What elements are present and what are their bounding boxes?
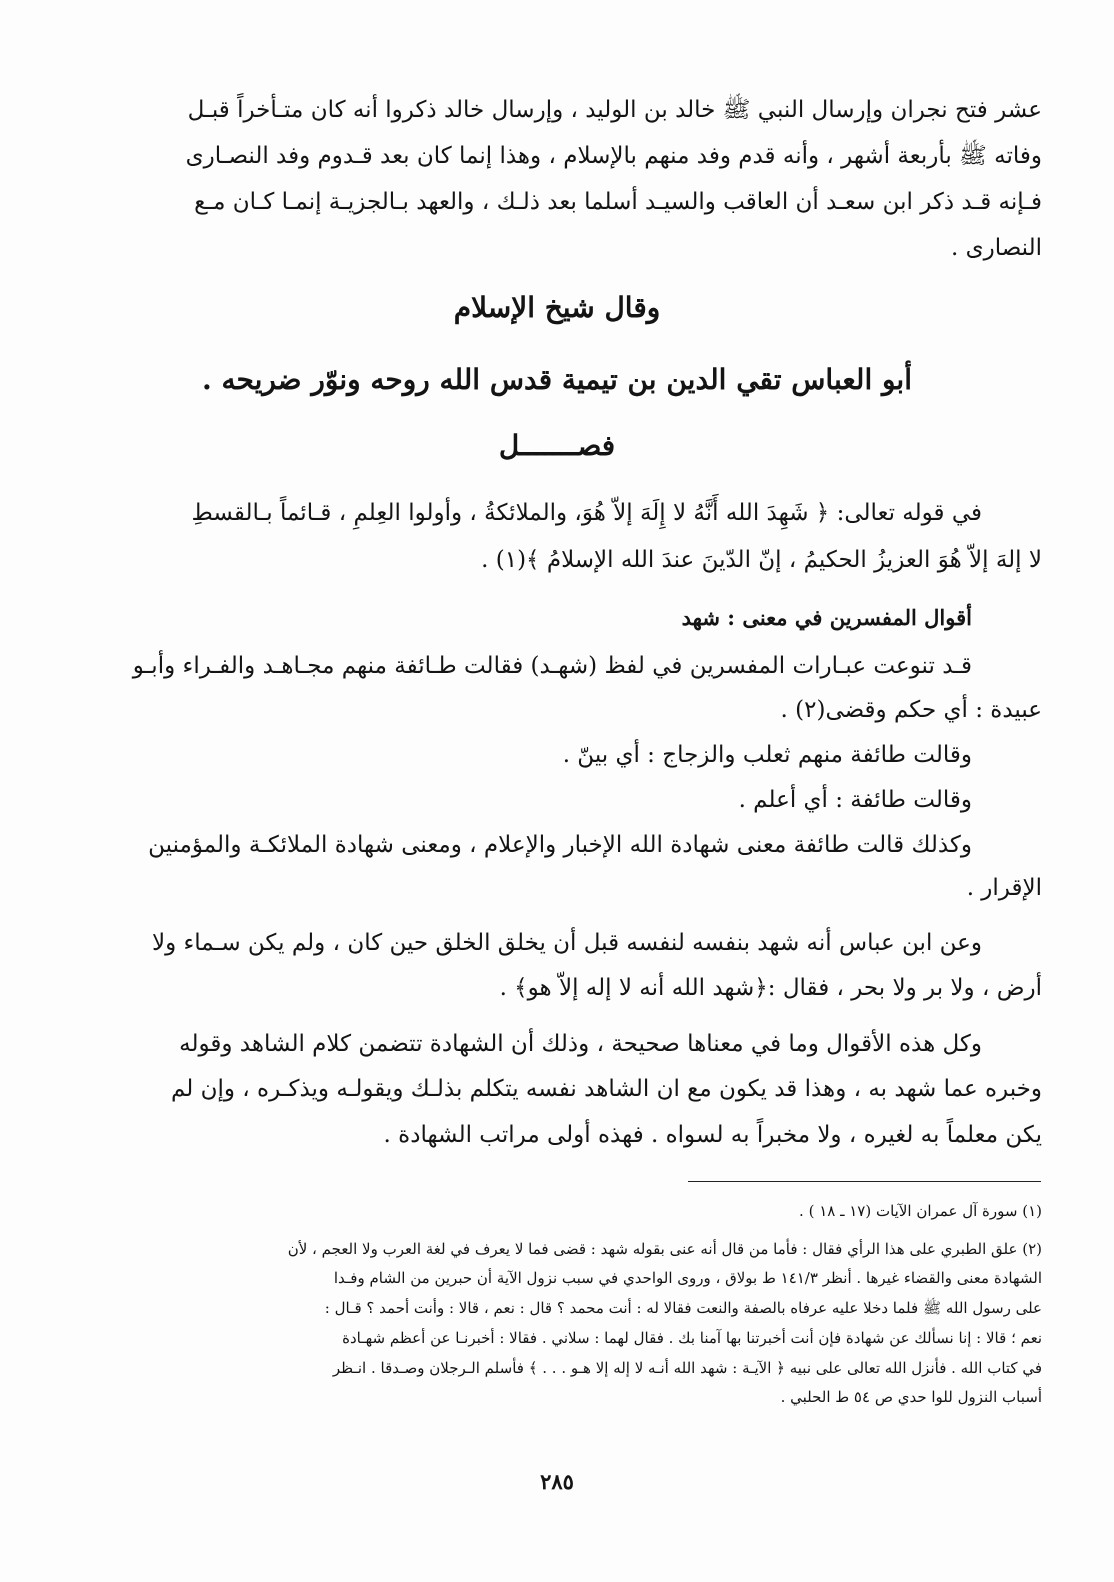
footnote-line: (١) سورة آل عمران الآيات (١٧ ـ ١٨ ) .	[799, 1202, 1042, 1220]
footnote-line: الشهادة معنى والقضاء غيرها . أنظر ١٤١/٣ ط بولاق ، وروى الواحدي في سبب نزول الآية أن حبرين من الشام وفـدا	[333, 1269, 1042, 1287]
body-line: وكل هذه الأقوال وما في معناها صحيحة ، وذلك أن الشهادة تتضمن كلام الشاهد وقوله	[179, 1031, 982, 1057]
footnote-line: في كتاب الله . فأنزل الله تعالى على نبيه ﴿ الآيـة : شهد الله أنـه لا إله إلا هـو . . . ﴾ فأسلم الـرجلان وصـدقا . انـظر	[332, 1359, 1042, 1377]
body-line: فـإنه قـد ذكر ابن سعـد أن العاقب والسيـد أسلما بعد ذلـك ، والعهد بـالجزيـة إنمـا كـان مـع	[194, 189, 1042, 215]
verse-line: في قوله تعالى: ﴿ شَهِدَ الله أَنَّهُ لا إِلَهَ إلاّ هُوَ، والملائكةُ ، وأولوا العِلمِ ، قـائماً بـالقسطِ	[191, 500, 982, 526]
verse-line: لا إلهَ إلاّ هُوَ العزيزُ الحكيمُ ، إنّ الدّينَ عندَ الله الإسلامُ ﴾(١) .	[481, 547, 1042, 573]
author-heading: أبو العباس تقي الدين بن تيمية قدس الله روحه ونوّر ضريحه .	[201, 363, 913, 396]
footnote-line: نعم ؛ قالا : إنا نسألك عن شهادة فإن أنت أخبرتنا بها آمنا بك . فقال لهما : سلاني . فقالا : أخبرنـا عن أعظم شهـادة	[342, 1329, 1042, 1347]
footnote-line: على رسول الله ﷺ فلما دخلا عليه عرفاه بالصفة والنعت فقالا له : أنت محمد ؟ قال : نعم ، قالا : وأنت أحمد ؟ قـال :	[324, 1299, 1042, 1317]
footnote-line: (٢) علق الطبري على هذا الرأي فقال : فأما من قال أنه عنى بقوله شهد : قضى فما لا يعرف في لغة العرب ولا العجم ، لأن	[287, 1240, 1042, 1258]
body-line: وكذلك قالت طائفة معنى شهادة الله الإخبار والإعلام ، ومعنى شهادة الملائكـة والمؤمنين	[148, 832, 972, 858]
page-number: ٢٨٥	[540, 1469, 574, 1494]
body-line: يكن معلماً به لغيره ، ولا مخبراً به لسواه . فهذه أولى مراتب الشهادة .	[383, 1122, 1042, 1148]
body-line: وفاته ﷺ بأربعة أشهر ، وأنه قدم وفد منهم بالإسلام ، وهذا إنما كان بعد قـدوم وفد النصـارى	[185, 143, 1042, 169]
body-line: عشر فتح نجران وإرسال النبي ﷺ خالد بن الوليد ، وإرسال خالد ذكروا أنه كان متـأخراً قبـل	[187, 97, 1042, 123]
body-line: النصارى .	[950, 235, 1042, 261]
body-line: وخبره عما شهد به ، وهذا قد يكون مع ان الشاهد نفسه يتكلم بذلـك ويقولـه ويذكـره ، وإن لم	[170, 1076, 1042, 1102]
footnote-line: أسباب النزول للوا حدي ص ٥٤ ط الحلبي .	[780, 1388, 1042, 1406]
body-line: وقالت طائفة : أي أعلم .	[738, 787, 972, 813]
body-line: وقالت طائفة منهم ثعلب والزجاج : أي بينّ .	[562, 742, 972, 768]
body-line: الإقرار .	[966, 875, 1042, 901]
footnote-divider	[688, 1181, 1041, 1182]
body-line: عبيدة : أي حكم وقضى(٢) .	[780, 697, 1042, 723]
body-line: قـد تنوعت عبـارات المفسرين في لفظ (شهـد) فقالت طـائفة منهم مجـاهـد والفـراء وأبـو	[132, 653, 972, 679]
body-line: وعن ابن عباس أنه شهد بنفسه لنفسه قبل أن يخلق الخلق حين كان ، ولم يكن سـماء ولا	[151, 930, 982, 956]
body-line: أرض ، ولا بر ولا بحر ، فقال :﴿شهد الله أنه لا إله إلاّ هو﴾ .	[499, 975, 1042, 1001]
fasl-heading: فصـــــــل	[498, 429, 616, 462]
subheading: أقوال المفسرين في معنى : شهد	[681, 605, 972, 630]
section-heading: وقال شيخ الإسلام	[453, 291, 661, 324]
